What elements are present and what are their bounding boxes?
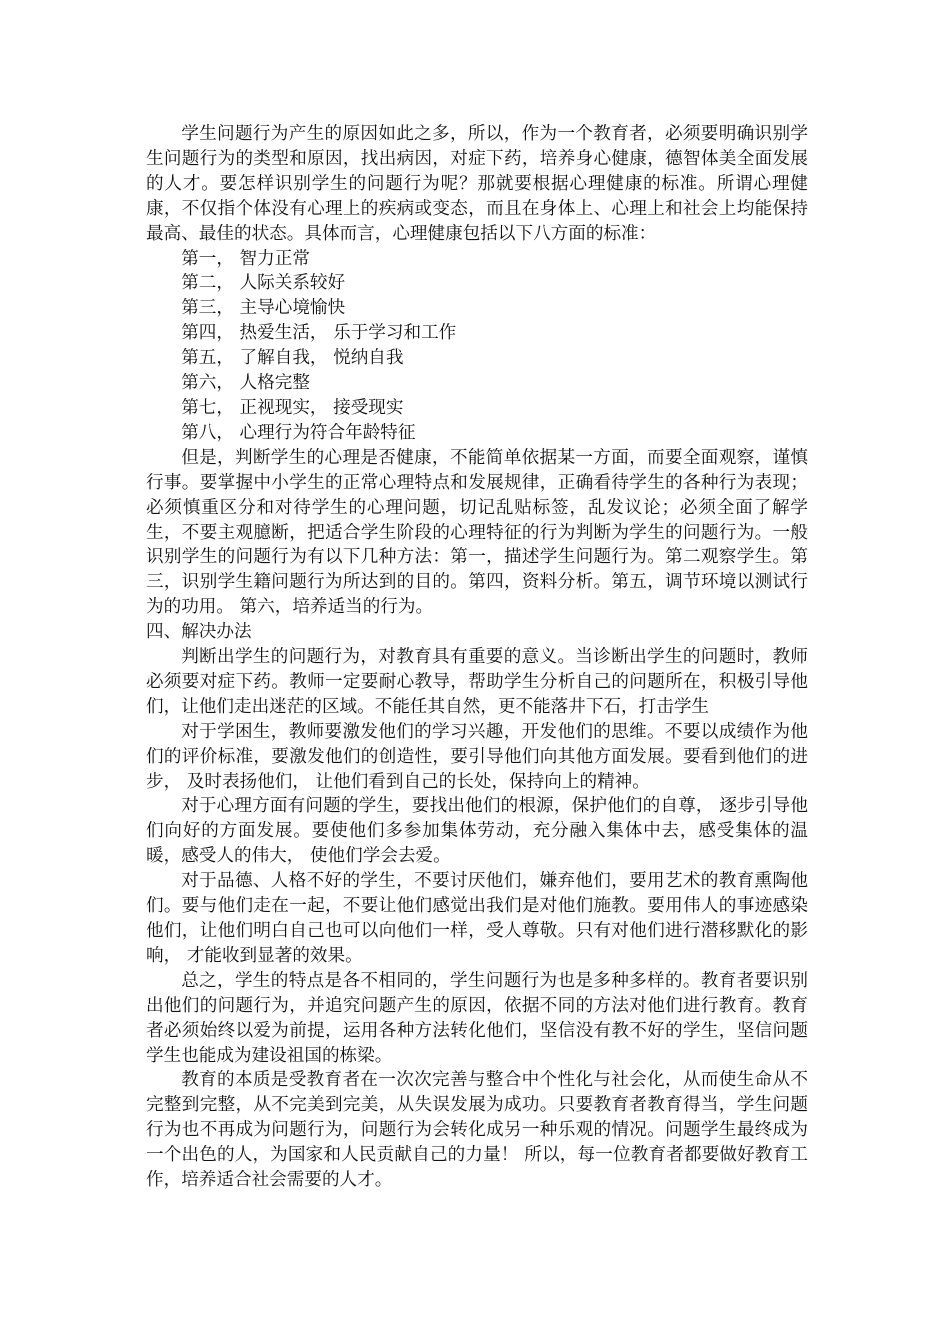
standard-item-2: 第二， 人际关系较好 — [181, 273, 346, 294]
paragraph-summary: 总之，学生的特点是各不相同的，学生问题行为也是多种多样的。教育者要识别出他们的问题行为，并追究问题产生的原因，依据不同的方法对他们进行教育。教育者必须始终以爱为前提，运用各种方法转化他们，坚信没有教不好的学生，坚信问题学生也能成为建设祖国的栋梁。 — [146, 970, 808, 1066]
paragraph-solution-intro: 判断出学生的问题行为，对教育具有重要的意义。当诊断出学生的问题时，教师必须要对症下药。教师一定要耐心教导，帮助学生分析自己的问题所在，积极引导他们，让他们走出迷茫的区域。不能任其自然，更不能落井下石，打击学生 — [146, 647, 808, 717]
standard-item-6: 第六， 人格完整 — [181, 373, 310, 394]
standard-item-1: 第一， 智力正常 — [181, 248, 310, 269]
paragraph-identification-methods: 但是，判断学生的心理是否健康，不能简单依据某一方面，而要全面观察，谨慎行事。要掌握中小学生的正常心理特点和发展规律，正确看待学生的各种行为表现；必须慎重区分和对待学生的心理问题，切记乱贴标签，乱发议论；必须全面了解学生，不要主观臆断，把适合学生阶段的心理特征的行为判断为学生的问题行为。一般识别学生的问题行为有以下几种方法：第一，描述学生问题行为。第二观察学生。第三，识别学生籍问题行为所达到的目的。第四，资料分析。第五，调节环境以测试行为的功用。 第六，培养适当的行为。 — [146, 447, 808, 618]
paragraph-conclusion: 教育的本质是受教育者在一次次完善与整合中个性化与社会化，从而使生命从不完整到完整，从不完美到完美，从失误发展为成功。只要教育者教育得当，学生问题行为也不再成为问题行为，问题行为会转化成另一种乐观的情况。问题学生最终成为一个出色的人，为国家和人民贡献自己的力量！ 所以，每一位教育者都要做好教育工作，培养适合社会需要的人才。 — [146, 1070, 808, 1191]
section-heading-solutions: 四、解决办法 — [146, 622, 252, 643]
paragraph-struggling-students: 对于学困生，教师要激发他们的学习兴趣，开发他们的思维。不要以成绩作为他们的评价标准，要激发他们的创造性，要引导他们向其他方面发展。要看到他们的进步， 及时表扬他们， 让他们看到自己的长处，保持向上的精神。 — [146, 721, 808, 792]
paragraph-mental-health-intro: 学生问题行为产生的原因如此之多，所以，作为一个教育者，必须要明确识别学生问题行为的类型和原因，找出病因，对症下药，培养身心健康，德智体美全面发展的人才。要怎样识别学生的问题行为呢？那就要根据心理健康的标准。所谓心理健康，不仅指个体没有心理上的疾病或变态，而且在身体上、心理上和社会上均能保持最高、最佳的状态。具体而言，心理健康包括以下八方面的标准： — [146, 124, 808, 244]
standard-item-7: 第七， 正视现实， 接受现实 — [181, 397, 404, 418]
standard-item-3: 第三， 主导心境愉快 — [181, 298, 346, 319]
standard-item-8: 第八， 心理行为符合年龄特征 — [181, 422, 416, 443]
document-body — [146, 122, 808, 1193]
paragraph-moral-character: 对于品德、人格不好的学生，不要讨厌他们，嫌弃他们，要用艺术的教育熏陶他们。要与他们走在一起，不要让他们感觉出我们是对他们施教。要用伟人的事迹感染他们，让他们明白自己也可以向他们一样，受人尊敬。只有对他们进行潜移默化的影响， 才能收到显著的效果。 — [146, 871, 808, 966]
paragraph-psychological-issues: 对于心理方面有问题的学生，要找出他们的根源，保护他们的自尊， 逐步引导他们向好的方面发展。要使他们多参加集体劳动，充分融入集体中去，感受集体的温暖，感受人的伟大， 使他们学会去爱。 — [146, 796, 808, 867]
standard-item-5: 第五， 了解自我， 悦纳自我 — [181, 348, 404, 369]
standards-list — [146, 247, 808, 446]
standard-item-4: 第四， 热爱生活， 乐于学习和工作 — [181, 323, 457, 344]
